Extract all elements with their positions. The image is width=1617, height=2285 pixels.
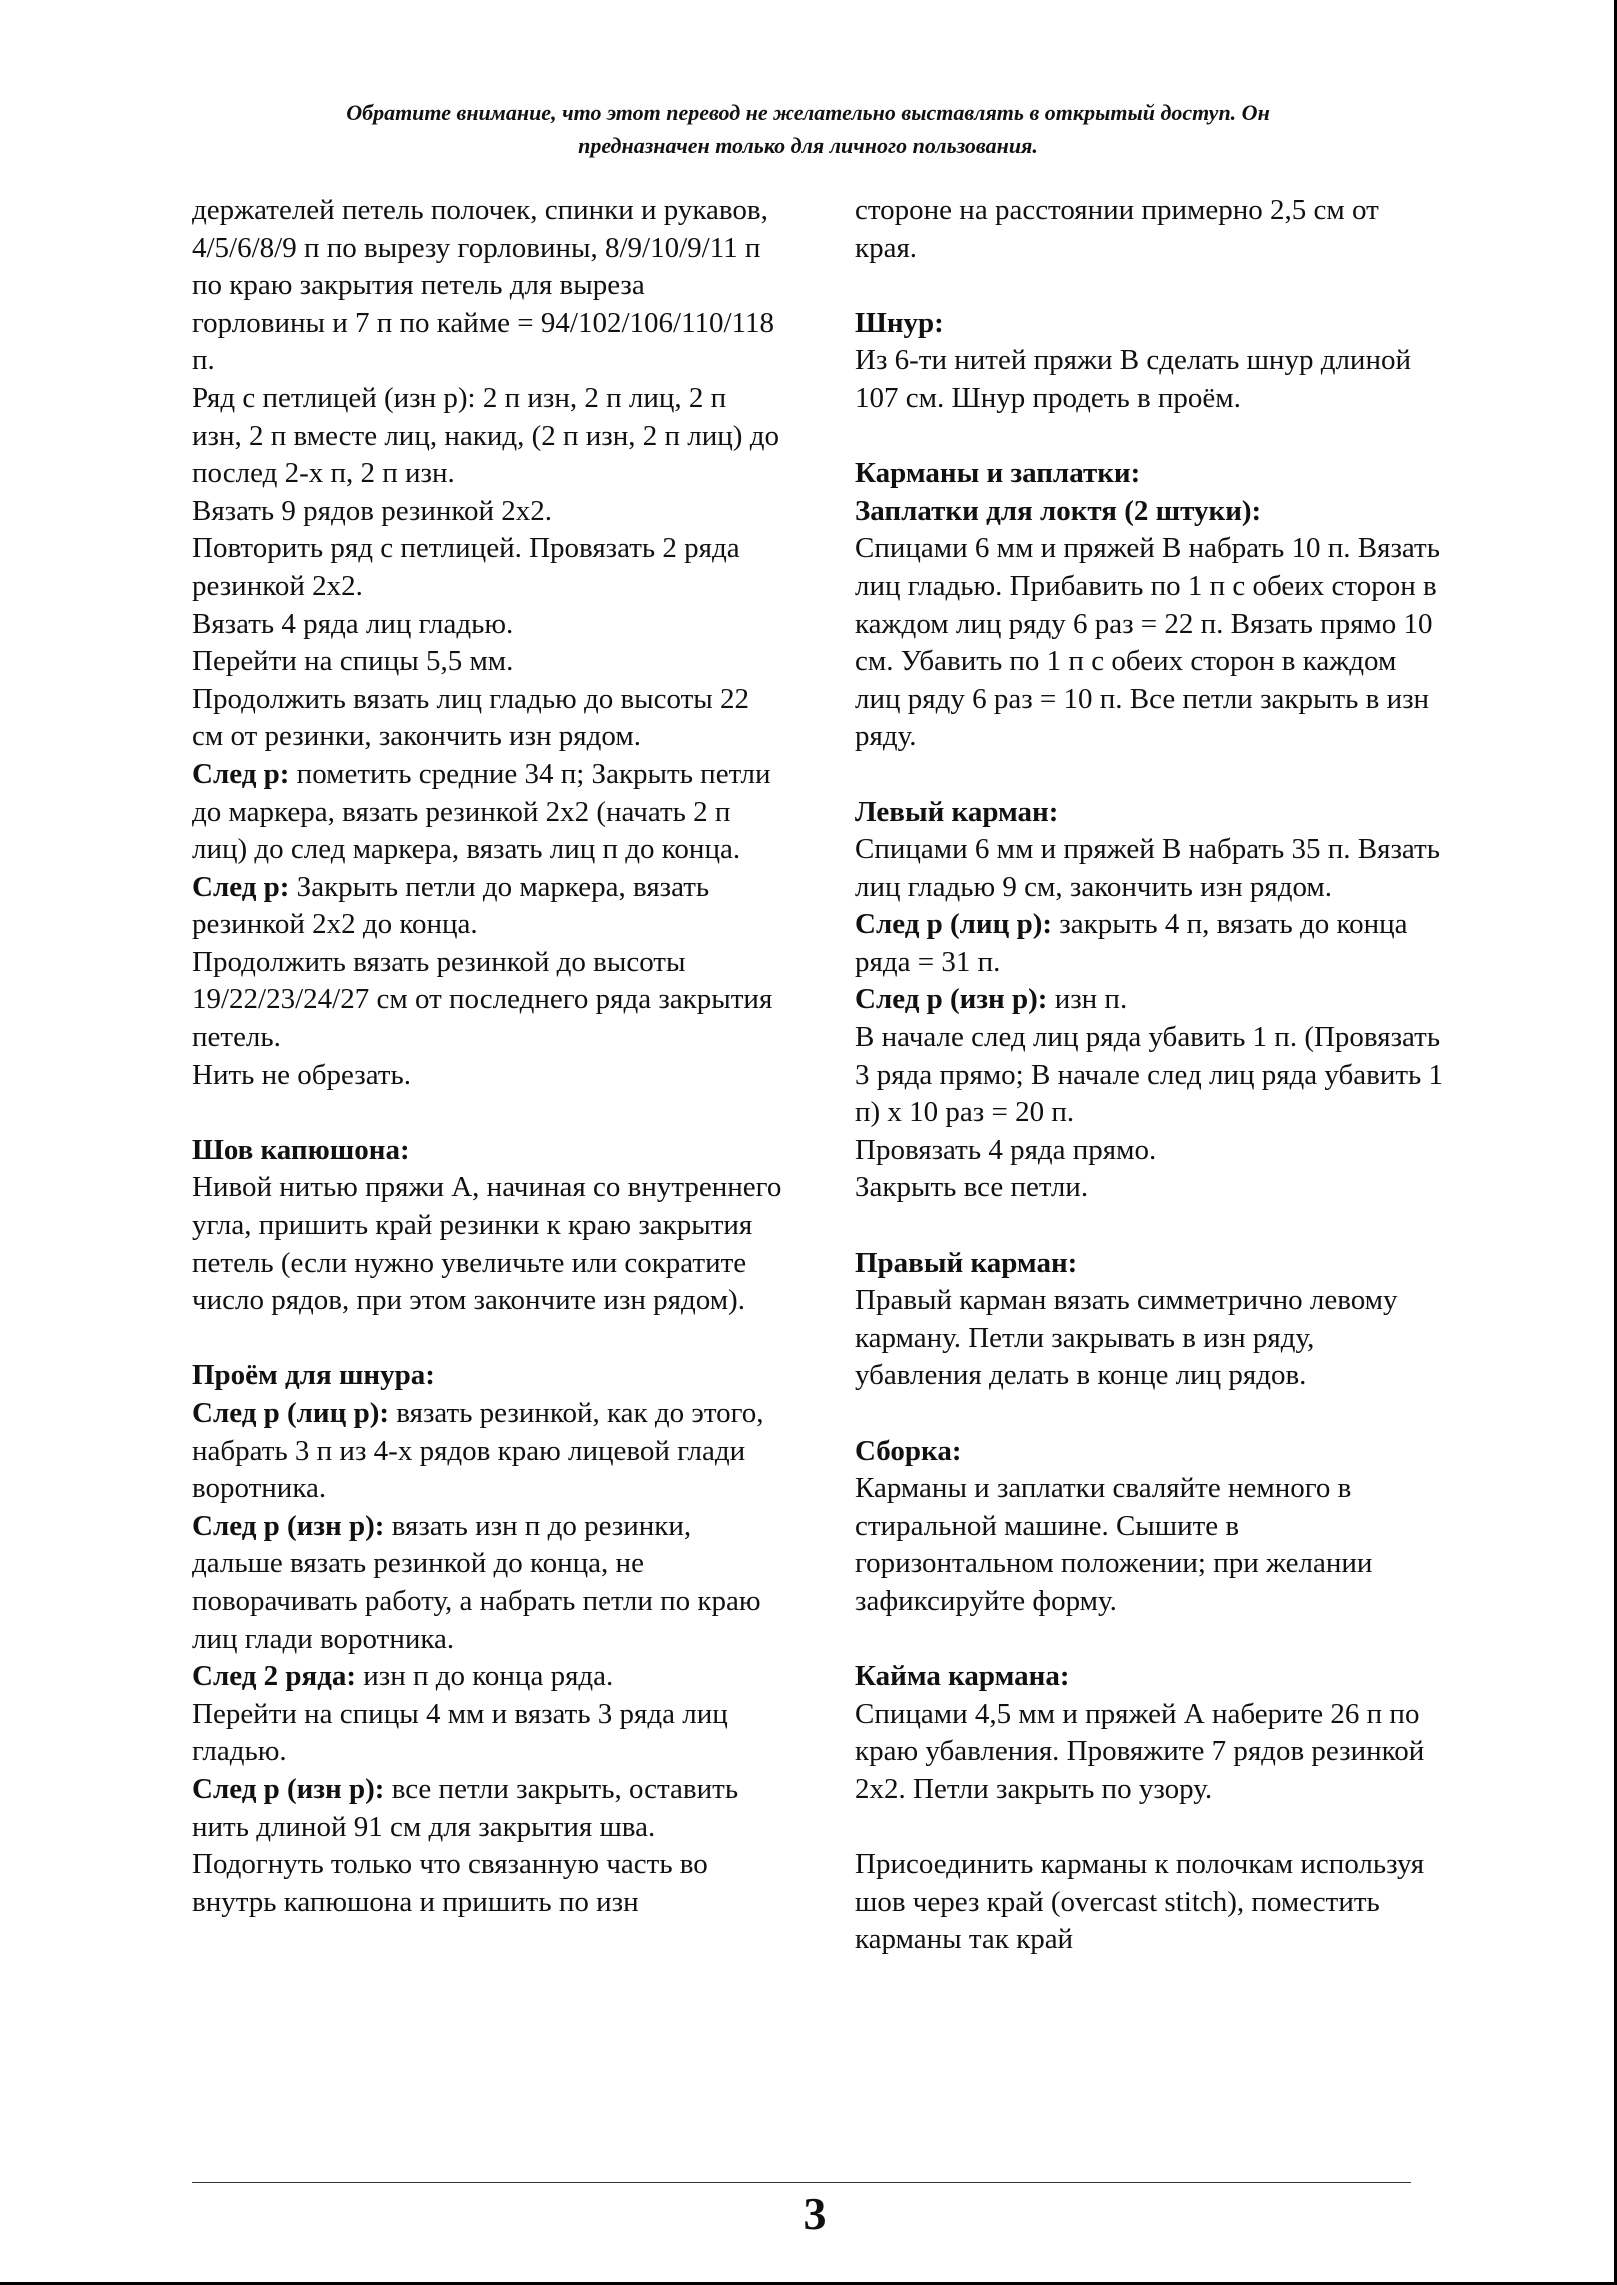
paragraph: В начале след лиц ряда убавить 1 п. (Провязать 3 ряда прямо; В начале след лиц ряда убавить 1 п) х 10 раз = 20 п.: [855, 1021, 1444, 1129]
footer-divider: [192, 2182, 1411, 2183]
section-heading-pocket-edging: Кайма кармана:: [855, 1660, 1070, 1693]
instruction-row: [192, 1658, 782, 1696]
section-heading-drawstring-casing: Проём для шнура:: [192, 1359, 435, 1392]
paragraph: Перейти на спицы 4 мм и вязать 3 ряда лиц гладью.: [192, 1697, 728, 1768]
spacer: [855, 1207, 1445, 1245]
paragraph: Нивой нитью пряжи А, начиная со внутреннего угла, пришить край резинки к краю закрытия петель (если нужно увеличьте или сократите число рядов, при этом закончите изн рядом).: [192, 1171, 782, 1317]
section-heading-assembly: Сборка:: [855, 1434, 962, 1467]
paragraph: стороне на расстоянии примерно 2,5 см от края.: [855, 194, 1379, 264]
row-label: След р (изн р):: [855, 983, 1048, 1016]
paragraph: держателей петель полочек, спинки и рукавов, 4/5/6/8/9 п по вырезу горловины, 8/9/10/9/11 п по краю закрытия петель для выреза горловины и 7 п по кайме = 94/102/106/110/118 п.: [192, 194, 774, 377]
paragraph: Спицами 4,5 мм и пряжей А наберите 26 п по краю убавления. Провяжите 7 рядов резинкой 2х2. Петли закрыть по узору.: [855, 1697, 1425, 1805]
instruction-row: [192, 869, 782, 944]
paragraph: Ряд с петлицей (изн р): 2 п изн, 2 п лиц, 2 п изн, 2 п вместе лиц, накид, (2 п изн, 2 п лиц) до послед 2-х п, 2 п изн.: [192, 381, 779, 490]
row-label: След 2 ряда:: [192, 1660, 357, 1693]
paragraph: Провязать 4 ряда прямо.: [855, 1133, 1157, 1166]
section-heading-cord: Шнур:: [855, 306, 944, 339]
row-text: вязать резинкой, как до этого, набрать 3 п из 4-х рядов краю лицевой глади воротника.: [192, 1397, 764, 1505]
spacer: [855, 1809, 1445, 1847]
spacer: [855, 418, 1445, 456]
instruction-row: [855, 906, 1445, 981]
right-column: [855, 192, 1445, 1959]
paragraph: Нить не обрезать.: [192, 1058, 411, 1091]
paragraph: Повторить ряд с петлицей. Провязать 2 ряда резинкой 2х2.: [192, 532, 740, 602]
row-label: След р:: [192, 757, 290, 790]
notice-line-2: предназначен только для личного пользования.: [578, 133, 1038, 158]
paragraph: Перейти на спицы 5,5 мм.: [192, 645, 514, 678]
row-text: закрыть 4 п, вязать до конца ряда = 31 п.: [855, 908, 1408, 978]
spacer: [192, 1320, 782, 1358]
section-heading-hood-seam: Шов капюшона:: [192, 1133, 410, 1166]
paragraph: Вязать 9 рядов резинкой 2х2.: [192, 494, 553, 527]
instruction-row: [855, 981, 1445, 1019]
row-text: изн п.: [1047, 983, 1128, 1016]
row-text: Закрыть петли до маркера, вязать резинкой 2х2 до конца.: [192, 870, 710, 941]
paragraph: Закрыть все петли.: [855, 1171, 1089, 1204]
notice-line-1: Обратите внимание, что этот перевод не желательно выставлять в открытый доступ. Он: [346, 100, 1270, 125]
paragraph: Вязать 4 ряда лиц гладью.: [192, 607, 514, 640]
page-number: 3: [803, 2188, 827, 2239]
spacer: [192, 1094, 782, 1132]
paragraph: Продолжить вязать лиц гладью до высоты 22 см от резинки, закончить изн рядом.: [192, 682, 750, 753]
section-heading-left-pocket: Левый карман:: [855, 795, 1059, 828]
section-heading-right-pocket: Правый карман:: [855, 1246, 1078, 1279]
paragraph: Спицами 6 мм и пряжей В набрать 35 п. Вязать лиц гладью 9 см, закончить изн рядом.: [855, 833, 1440, 903]
row-text: вязать изн п до резинки, дальше вязать резинкой до конца, не поворачивать работу, а набрать петли по краю лиц глади воротника.: [192, 1509, 761, 1655]
instruction-row: [192, 756, 782, 869]
row-label: След р:: [192, 870, 290, 903]
section-heading-pockets-patches: Карманы и заплатки:: [855, 457, 1141, 490]
row-text: пометить средние 34 п; Закрыть петли до маркера, вязать резинкой 2х2 (начать 2 п лиц) до след маркера, вязать лиц п до конца.: [192, 757, 771, 866]
row-text: все петли закрыть, оставить нить длиной 91 см для закрытия шва.: [192, 1772, 739, 1843]
section-heading-elbow-patches: Заплатки для локтя (2 штуки):: [855, 494, 1262, 527]
paragraph: Из 6-ти нитей пряжи В сделать шнур длиной 107 см. Шнур продеть в проём.: [855, 344, 1411, 414]
row-label: След р (лиц р):: [192, 1397, 390, 1429]
left-column: [192, 192, 782, 1921]
row-text: изн п до конца ряда.: [356, 1660, 614, 1693]
paragraph: Присоединить карманы к полочкам используя шов через край (overcast stitch), поместить карманы так край: [855, 1848, 1425, 1956]
row-label: След р (лиц р):: [855, 908, 1053, 941]
spacer: [855, 267, 1445, 305]
row-label: След р (изн р):: [192, 1772, 385, 1805]
paragraph: Правый карман вязать симметрично левому карману. Петли закрывать в изн ряду, убавления делать в конце лиц рядов.: [855, 1284, 1398, 1392]
instruction-row: [192, 1771, 782, 1846]
paragraph: Спицами 6 мм и пряжей В набрать 10 п. Вязать лиц гладью. Прибавить по 1 п с обеих сторон в каждом лиц ряду 6 раз = 22 п. Вязать прямо 10 см. Убавить по 1 п с обеих сторон в каждом лиц ряду 6 раз = 10 п. Все петли закрыть в изн ряду.: [855, 532, 1440, 753]
row-label: След р (изн р):: [192, 1509, 385, 1542]
spacer: [855, 1395, 1445, 1433]
instruction-row: [192, 1395, 782, 1508]
translation-notice: [190, 96, 1426, 162]
spacer: [855, 756, 1445, 794]
paragraph: Продолжить вязать резинкой до высоты 19/22/23/24/27 см от последнего ряда закрытия петель.: [192, 945, 773, 1054]
paragraph: Карманы и заплатки сваляйте немного в стиральной машине. Сышите в горизонтальном положении; при желании зафиксируйте форму.: [855, 1472, 1373, 1617]
instruction-row: [192, 1508, 782, 1658]
paragraph: Подогнуть только что связанную часть во внутрь капюшона и пришить по изн: [192, 1848, 708, 1918]
spacer: [855, 1621, 1445, 1659]
